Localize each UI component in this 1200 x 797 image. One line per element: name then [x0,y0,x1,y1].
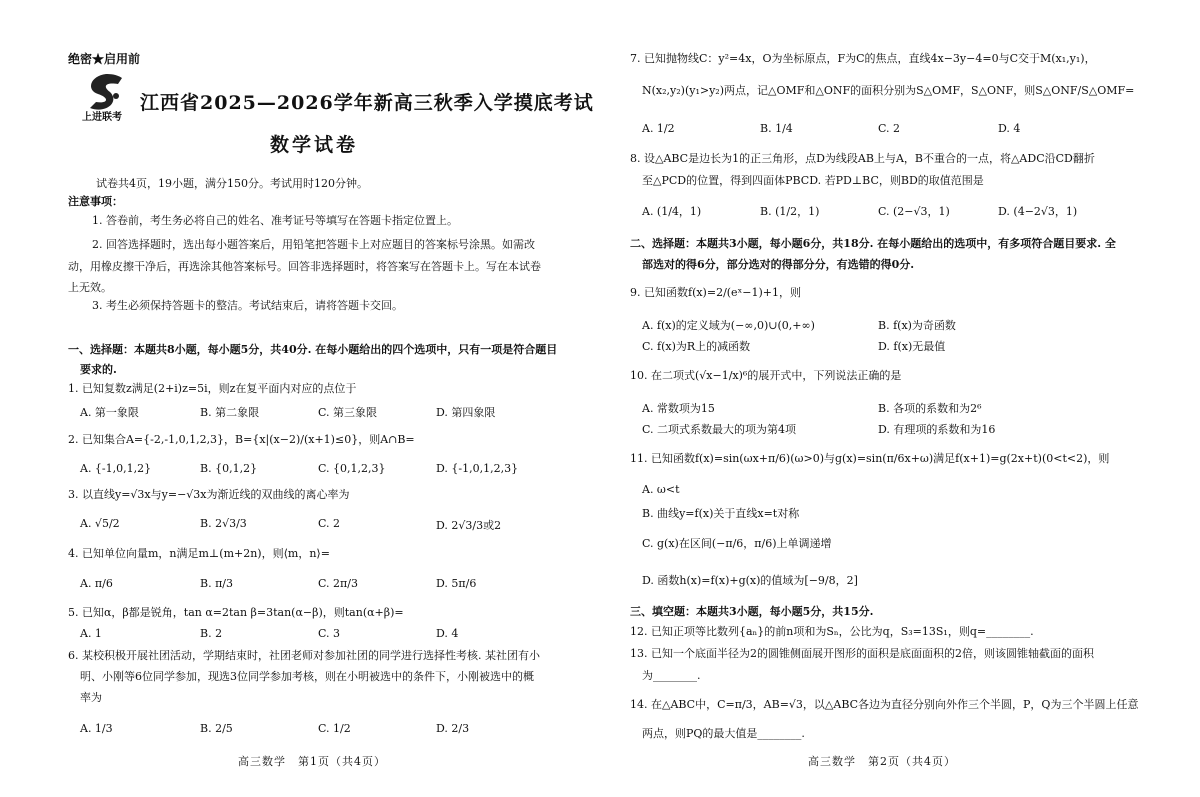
q8-option-c: C. (2−√3，1) [878,205,950,218]
q2-option-a: A. {-1,0,1,2} [80,462,152,475]
section1-title-a: 一、选择题：本题共8小题，每小题5分，共40分. 在每小题给出的四个选项中，只有一项是符合题目 [68,343,558,356]
section1-title-b: 要求的. [80,363,117,376]
q7-option-c: C. 2 [878,122,901,135]
q7-option-d: D. 4 [998,122,1021,135]
q10-stem: 10. 在二项式(√x−1/x)⁶的展开式中，下列说法正确的是 [630,369,902,382]
q4-option-d: D. 5π/6 [436,577,477,590]
q4-stem: 4. 已知单位向量m，n满足m⊥(m+2n)，则⟨m，n⟩= [68,547,330,560]
notice-3: 3. 考生必须保持答题卡的整洁。考试结束后，请将答题卡交回。 [92,299,403,312]
q9-option-b: B. f(x)为奇函数 [878,319,956,332]
q8-option-b: B. (1/2，1) [760,205,820,218]
q4-option-b: B. π/3 [200,577,234,590]
q7-option-b: B. 1/4 [760,122,793,135]
q5-stem: 5. 已知α，β都是锐角，tan α=2tan β=3tan(α−β)，则tan(α+β)= [68,606,404,619]
q8-option-d: D. (4−2√3，1) [998,205,1078,218]
q3-option-c: C. 2 [318,517,341,530]
q9-stem: 9. 已知函数f(x)=2/(eˣ−1)+1，则 [630,286,801,299]
q6-option-c: C. 1/2 [318,722,351,735]
q6-stem-a: 6. 某校积极开展社团活动，学期结束时，社团老师对参加社团的同学进行选择性考核. 某社团有小 [68,649,540,662]
notice-2a: 2. 回答选择题时，选出每小题答案后，用铅笔把答题卡上对应题目的答案标号涂黑。如需改 [92,238,535,251]
exam-info: 试卷共4页，19小题，满分150分。考试用时120分钟。 [96,177,368,190]
q6-stem-c: 率为 [80,691,102,704]
exam-title: 江西省2025—2026学年新高三秋季入学摸底考试 [140,92,594,114]
q10-option-c: C. 二项式系数最大的项为第4项 [642,423,797,436]
q5-option-d: D. 4 [436,627,459,640]
q3-option-d: D. 2√3/3或2 [436,519,502,532]
q10-option-b: B. 各项的系数和为2⁶ [878,402,982,415]
section3-title: 三、填空题：本题共3小题，每小题5分，共15分. [630,605,874,618]
q12-stem: 12. 已知正项等比数列{aₙ}的前n项和为Sₙ，公比为q，S₃=13S₁，则q=________. [630,625,1034,638]
q11-stem: 11. 已知函数f(x)=sin(ωx+π/6)(ω>0)与g(x)=sin(π/6x+ω)满足f(x+1)=g(2x+t)(0<t<2)，则 [630,452,1110,465]
q1-option-a: A. 第一象限 [80,406,139,419]
logo-text: 上进联考 [82,112,122,123]
q8-stem-a: 8. 设△ABC是边长为1的正三角形，点D为线段AB上与A，B不重合的一点，将△ADC沿CD翻折 [630,152,1095,165]
q11-option-a: A. ω<t [642,483,680,496]
notice-2c: 上无效。 [68,281,112,294]
q3-stem: 3. 以直线y=√3x与y=−√3x为渐近线的双曲线的离心率为 [68,488,350,501]
q2-option-b: B. {0,1,2} [200,462,258,475]
section2-title-a: 二、选择题：本题共3小题，每小题6分，共18分. 在每小题给出的选项中，有多项符合题目要求. 全 [630,237,1116,250]
q13-stem-b: 为________. [642,669,701,682]
q7-option-a: A. 1/2 [642,122,675,135]
q1-stem: 1. 已知复数z满足(2+i)z=5i，则z在复平面内对应的点位于 [68,382,357,395]
q10-option-a: A. 常数项为15 [642,402,715,415]
q8-option-a: A. (1/4，1) [642,205,702,218]
notice-2b: 动，用橡皮擦干净后，再选涂其他答案标号。回答非选择题时，将答案写在答题卡上。写在本试卷 [68,260,541,273]
q2-stem: 2. 已知集合A={-2,-1,0,1,2,3}，B={x|(x−2)/(x+1)≤0}，则A∩B= [68,433,415,446]
q11-option-b: B. 曲线y=f(x)关于直线x=t对称 [642,507,800,520]
exam-subtitle: 数学试卷 [270,134,359,156]
q1-option-d: D. 第四象限 [436,406,496,419]
q1-option-b: B. 第二象限 [200,406,260,419]
q6-option-d: D. 2/3 [436,722,470,735]
q10-option-d: D. 有理项的系数和为16 [878,423,996,436]
footer-left: 高三数学 第1页（共4页） [238,755,386,768]
q14-stem-b: 两点，则PQ的最大值是________. [642,727,805,740]
q4-option-c: C. 2π/3 [318,577,358,590]
q14-stem-a: 14. 在△ABC中，C=π/3，AB=√3，以△ABC各边为直径分别向外作三个半圆，P，Q为三个半圆上任意 [630,698,1139,711]
q9-option-d: D. f(x)无最值 [878,340,946,353]
q3-option-b: B. 2√3/3 [200,517,247,530]
footer-right: 高三数学 第2页（共4页） [808,755,956,768]
q7-stem-b: N(x₂,y₂)(y₁>y₂)两点，记△OMF和△ONF的面积分别为S△OMF，S△ONF，则S△ONF/S△OMF= [642,84,1135,97]
q3-option-a: A. √5/2 [80,517,120,530]
notice-title: 注意事项： [68,195,123,208]
q7-stem-a: 7. 已知抛物线C：y²=4x，O为坐标原点，F为C的焦点，直线4x−3y−4=0与C交于M(x₁,y₁)， [630,52,1096,65]
secret-label: 绝密★启用前 [68,52,141,66]
q4-option-a: A. π/6 [80,577,113,590]
page-right [600,0,1200,797]
q5-option-a: A. 1 [80,627,102,640]
notice-1: 1. 答卷前，考生务必将自己的姓名、准考证号等填写在答题卡指定位置上。 [92,214,458,227]
q1-option-c: C. 第三象限 [318,406,378,419]
q11-option-c: C. g(x)在区间(−π/6，π/6)上单调递增 [642,537,832,550]
q8-stem-b: 至△PCD的位置，得到四面体PBCD. 若PD⊥BC，则BD的取值范围是 [642,174,984,187]
q2-option-c: C. {0,1,2,3} [318,462,386,475]
section2-title-b: 部选对的得6分，部分选对的得部分分，有选错的得0分. [642,258,915,271]
q6-option-a: A. 1/3 [80,722,113,735]
q11-option-d: D. 函数h(x)=f(x)+g(x)的值域为[−9/8，2] [642,574,858,587]
q2-option-d: D. {-1,0,1,2,3} [436,462,519,475]
q9-option-a: A. f(x)的定义域为(−∞,0)∪(0,+∞) [642,319,815,332]
q13-stem-a: 13. 已知一个底面半径为2的圆锥侧面展开图形的面积是底面面积的2倍，则该圆锥轴截面的面积 [630,647,1094,660]
q6-option-b: B. 2/5 [200,722,233,735]
q5-option-b: B. 2 [200,627,223,640]
q5-option-c: C. 3 [318,627,341,640]
q6-stem-b: 明、小刚等6位同学参加，现选3位同学参加考核，则在小明被选中的条件下，小刚被选中的概 [80,670,534,683]
q9-option-c: C. f(x)为R上的减函数 [642,340,751,353]
